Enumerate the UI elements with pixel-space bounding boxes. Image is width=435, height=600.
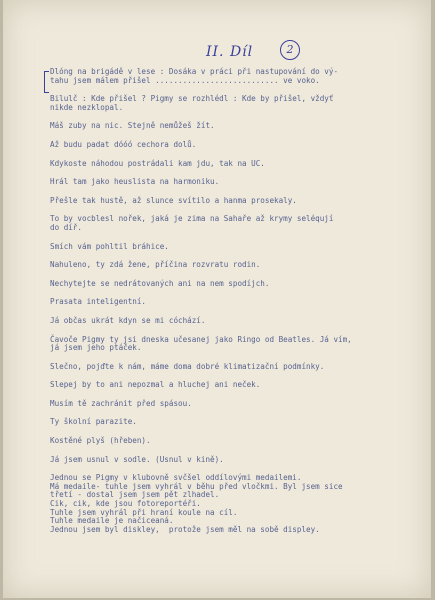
ink-bracket-mark xyxy=(44,71,49,93)
text-line: Já jsem usnul v sodle. (Usnul v kině). xyxy=(50,454,224,464)
typewritten-page xyxy=(3,0,431,598)
text-line: Prasata inteligentní. xyxy=(50,297,147,307)
text-line: To by vocblesl nořek, jaká je zima na Sahaře až krymy seléqují xyxy=(50,214,334,224)
text-line: do díř. xyxy=(50,222,83,232)
text-line: Máš zuby na nic. Stejně nemůžeš žít. xyxy=(50,121,215,131)
text-line: Má medaile- tuhle jsem vyhrál v běhu před vločkmi. Byl jsem sice xyxy=(50,481,343,491)
text-line: Tuhle medaile je načiceaná. xyxy=(50,516,174,526)
text-line: Až budu padat dóóó cechora dolů. xyxy=(50,139,197,149)
text-line: Přešle tak hustě, až slunce svítilo a hanma prosekaly. xyxy=(50,195,297,205)
text-line: Tuhle jsem vyhrál při hraní koule na cíl. xyxy=(50,507,238,517)
circled-page-number: 2 xyxy=(280,40,300,60)
text-line: já jsem jeho ptáček. xyxy=(50,343,142,353)
text-line: Slepej by to ani nepozmal a hluchej ani neček. xyxy=(50,380,261,390)
text-line: tahu jsem málem přišel ........................... ve voko. xyxy=(50,75,320,85)
text-line: Čavoče Pigmy ty jsi dneska učesanej jako Ringo od Beatles. Já vím, xyxy=(50,334,352,344)
text-line: Bilulč : Kde přišel ? Pigmy se rozhlédl : Kde by přišel, vždyť xyxy=(50,94,334,104)
text-line: Hrál tam jako heuslista na harmoniku. xyxy=(50,177,220,187)
text-line: třetí - dostal jsem jsem pět zlhadel. xyxy=(50,490,220,500)
text-line: Já občas ukrát kdyn se mi cóchází. xyxy=(50,315,206,325)
text-line: Nechytejte se nedrátovaných ani na nem spodíjch. xyxy=(50,278,270,288)
text-line: Nahuleno, ty zdá žene, příčina rozvratu rodin. xyxy=(50,260,261,270)
text-line: Slečno, pojďte k nám, máme doma dobré klimatizační podmínky. xyxy=(50,361,325,371)
text-line: Jednou jsem byl diskley, protože jsem měl na sobě displey. xyxy=(50,524,320,534)
text-line: Musím tě zachránit před spásou. xyxy=(50,398,192,408)
text-line: Ty školní parazite. xyxy=(50,417,137,427)
text-line: Kostěné plyš (hřeben). xyxy=(50,436,151,446)
text-line: Dlóng na brigádě v lese : Dosáka v práci při nastupování do vý- xyxy=(50,67,339,76)
text-line: Kdykoste náhodou postrádali kam jdu, tak na UC. xyxy=(50,158,265,168)
text-line: Cik, cik, kde jsou fotoreportéři. xyxy=(50,499,201,509)
text-line: nikde nezklopal. xyxy=(50,102,124,112)
text-line: Jednou se Pigmy v klubovně svčšel oddílovými medailemi. xyxy=(50,473,302,483)
text-line: Smích vám pohltil bráhice. xyxy=(50,241,169,251)
text-body xyxy=(50,68,390,534)
handwritten-title: II. Díl xyxy=(206,44,254,60)
